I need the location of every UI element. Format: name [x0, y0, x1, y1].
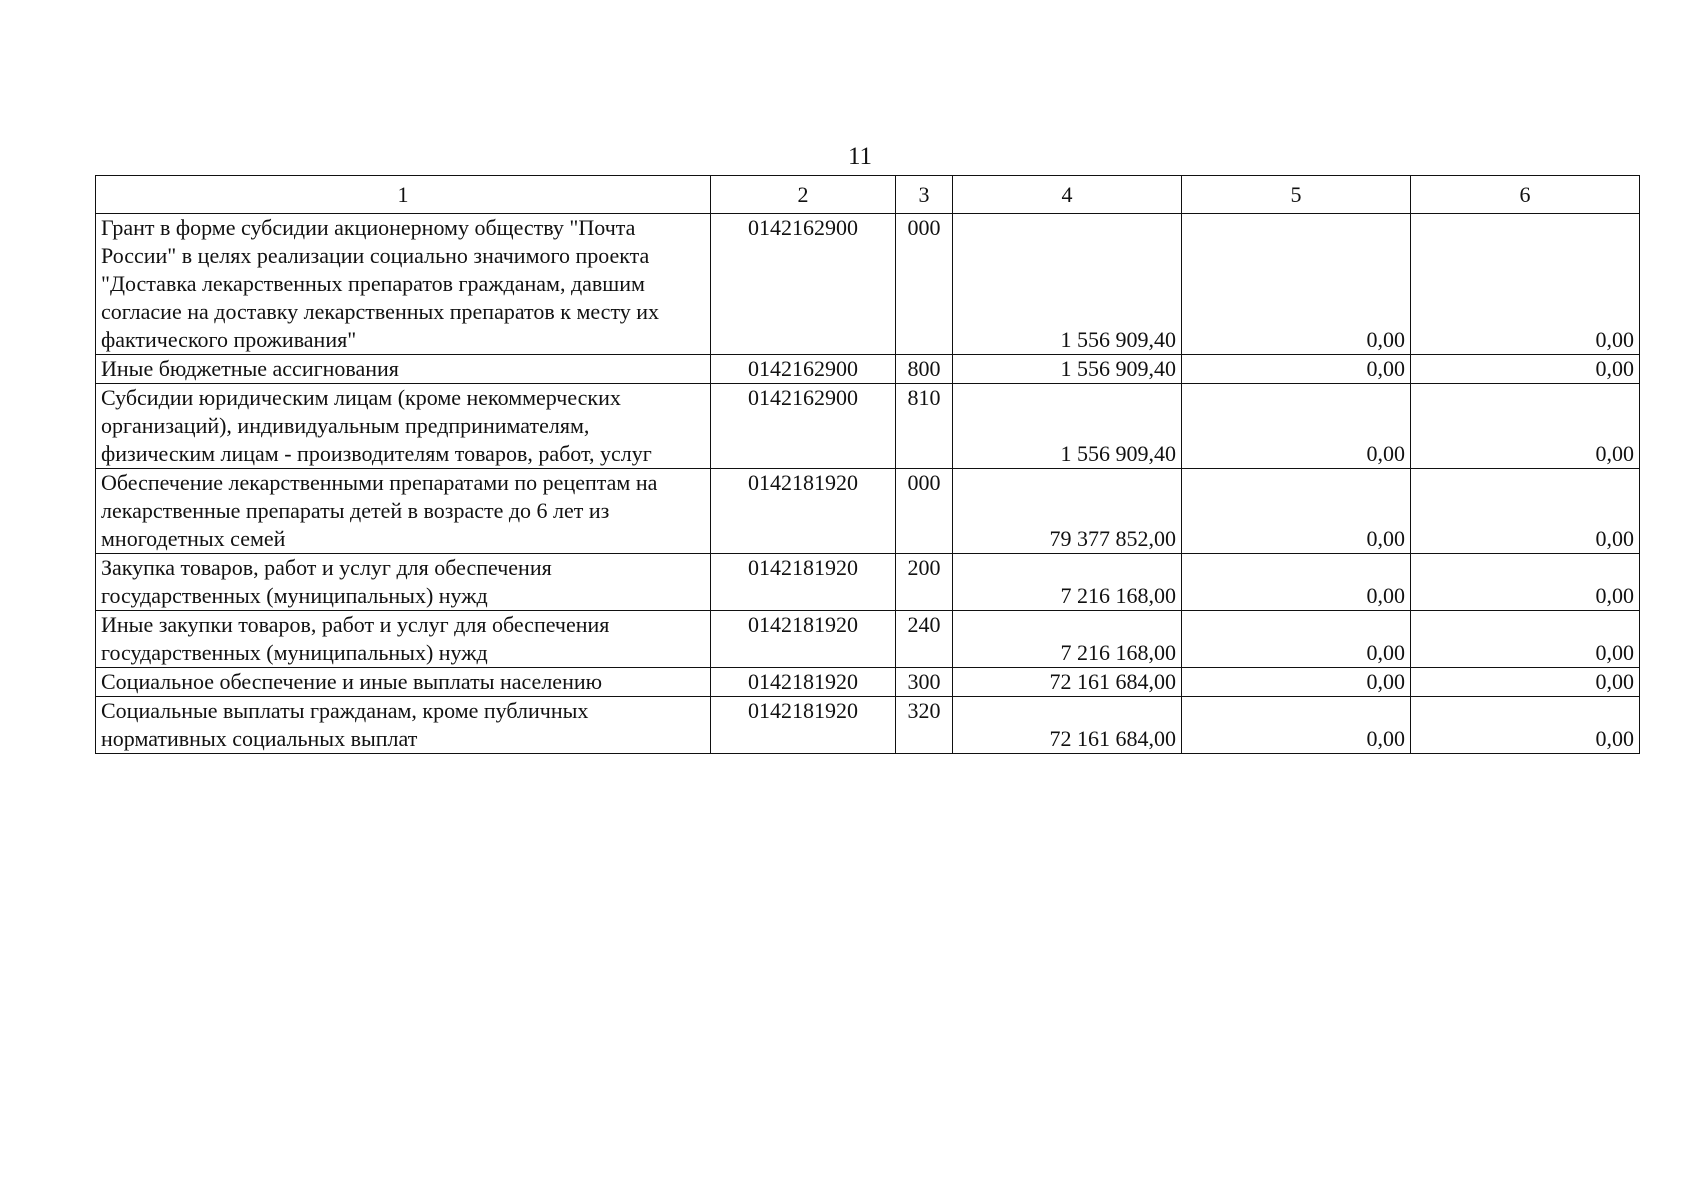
expense-type-code: 000 [896, 469, 953, 554]
item-name: Иные закупки товаров, работ и услуг для обеспечения государственных (муниципальных) нужд [96, 611, 711, 668]
amount-col4: 7 216 168,00 [953, 554, 1182, 611]
expense-type-code: 240 [896, 611, 953, 668]
table-row [96, 611, 1640, 668]
amount-col5: 0,00 [1182, 668, 1411, 697]
amount-col4: 79 377 852,00 [953, 469, 1182, 554]
table-row [96, 214, 1640, 355]
amount-col6: 0,00 [1411, 469, 1640, 554]
target-code: 0142181920 [711, 469, 896, 554]
column-header: 5 [1182, 176, 1411, 214]
table-row [96, 668, 1640, 697]
amount-col5: 0,00 [1182, 554, 1411, 611]
amount-col6: 0,00 [1411, 214, 1640, 355]
table-row [96, 469, 1640, 554]
item-name: Социальные выплаты гражданам, кроме публичных нормативных социальных выплат [96, 697, 711, 754]
table-row [96, 697, 1640, 754]
amount-col4: 72 161 684,00 [953, 668, 1182, 697]
item-name: Социальное обеспечение и иные выплаты населению [96, 668, 711, 697]
expense-type-code: 800 [896, 355, 953, 384]
amount-col5: 0,00 [1182, 469, 1411, 554]
amount-col4: 72 161 684,00 [953, 697, 1182, 754]
amount-col4: 1 556 909,40 [953, 214, 1182, 355]
column-header: 2 [711, 176, 896, 214]
target-code: 0142181920 [711, 611, 896, 668]
amount-col4: 7 216 168,00 [953, 611, 1182, 668]
table-header-row [96, 176, 1640, 214]
amount-col5: 0,00 [1182, 214, 1411, 355]
expense-type-code: 200 [896, 554, 953, 611]
amount-col4: 1 556 909,40 [953, 355, 1182, 384]
item-name: Иные бюджетные ассигнования [96, 355, 711, 384]
item-name: Обеспечение лекарственными препаратами по рецептам на лекарственные препараты детей в возрасте до 6 лет из многодетных семей [96, 469, 711, 554]
amount-col4: 1 556 909,40 [953, 384, 1182, 469]
amount-col6: 0,00 [1411, 697, 1640, 754]
column-header: 6 [1411, 176, 1640, 214]
target-code: 0142162900 [711, 384, 896, 469]
expense-type-code: 300 [896, 668, 953, 697]
column-header: 1 [96, 176, 711, 214]
amount-col6: 0,00 [1411, 384, 1640, 469]
expense-type-code: 000 [896, 214, 953, 355]
column-header: 4 [953, 176, 1182, 214]
amount-col5: 0,00 [1182, 611, 1411, 668]
item-name: Грант в форме субсидии акционерному обществу "Почта России" в целях реализации социально значимого проекта "Доставка лекарственных препаратов гражданам, давшим согласие на доставку лекарственных препаратов к месту их фактического проживания" [96, 214, 711, 355]
expense-type-code: 810 [896, 384, 953, 469]
target-code: 0142162900 [711, 214, 896, 355]
page-number: 11 [847, 143, 873, 170]
amount-col5: 0,00 [1182, 384, 1411, 469]
expense-type-code: 320 [896, 697, 953, 754]
amount-col6: 0,00 [1411, 355, 1640, 384]
amount-col6: 0,00 [1411, 554, 1640, 611]
target-code: 0142181920 [711, 697, 896, 754]
column-header: 3 [896, 176, 953, 214]
table-row [96, 355, 1640, 384]
target-code: 0142181920 [711, 554, 896, 611]
table-row [96, 554, 1640, 611]
amount-col5: 0,00 [1182, 355, 1411, 384]
item-name: Субсидии юридическим лицам (кроме некоммерческих организаций), индивидуальным предпринимателям, физическим лицам - производителям товаров, работ, услуг [96, 384, 711, 469]
table-row [96, 384, 1640, 469]
amount-col5: 0,00 [1182, 697, 1411, 754]
amount-col6: 0,00 [1411, 668, 1640, 697]
target-code: 0142181920 [711, 668, 896, 697]
amount-col6: 0,00 [1411, 611, 1640, 668]
target-code: 0142162900 [711, 355, 896, 384]
budget-table [95, 175, 1640, 754]
item-name: Закупка товаров, работ и услуг для обеспечения государственных (муниципальных) нужд [96, 554, 711, 611]
